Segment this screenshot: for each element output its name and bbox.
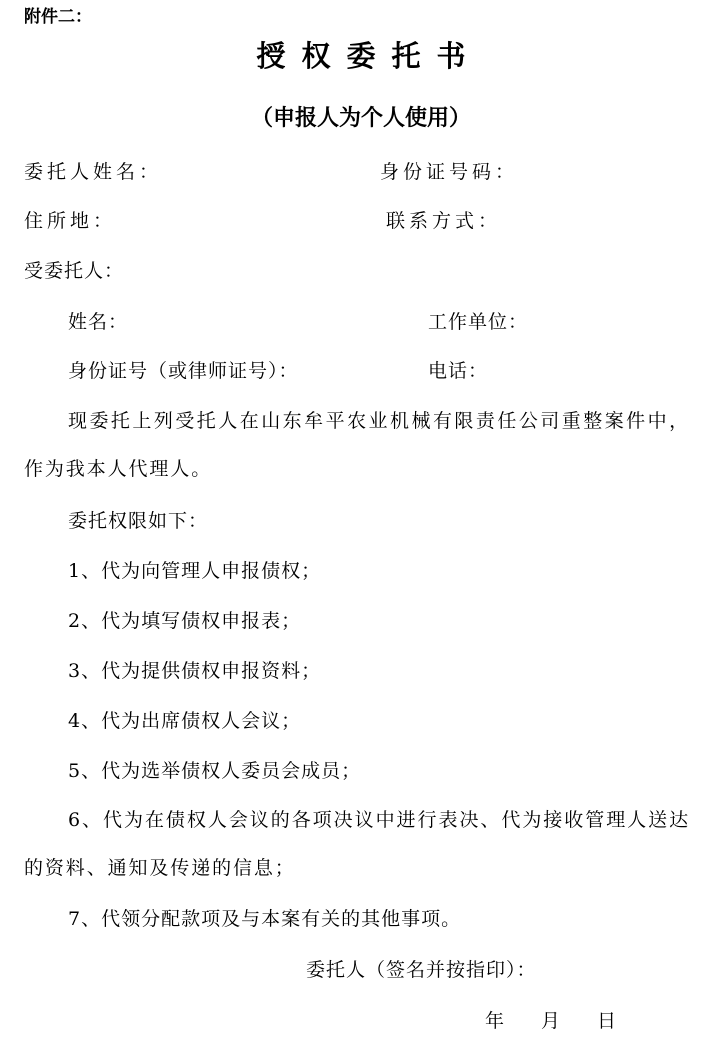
- agent-phone-label: 电话：: [428, 360, 489, 382]
- authority-item: 2、代为填写债权申报表；: [68, 610, 302, 632]
- agent-name-label: 姓名：: [68, 311, 129, 333]
- agent-id-label: 身份证号（或律师证号）：: [68, 360, 299, 382]
- date-month: 月: [541, 1010, 562, 1032]
- date-year: 年: [485, 1010, 506, 1032]
- signature-label: 委托人（签名并按指印）：: [306, 959, 537, 981]
- principal-address-label: 住所地：: [24, 210, 117, 232]
- agent-employer-label: 工作单位：: [428, 311, 529, 333]
- authority-item: 1、代为向管理人申报债权；: [68, 560, 322, 582]
- document-title: 授权委托书: [256, 39, 482, 73]
- authority-item: 6、代为在债权人会议的各项决议中进行表决、代为接收管理人送达的资料、通知及传递的信息；: [24, 809, 690, 879]
- principal-id-label: 身份证号码：: [380, 161, 519, 183]
- date-day: 日: [597, 1010, 618, 1032]
- authority-item: 7、代领分配款项及与本案有关的其他事项。: [68, 908, 462, 930]
- principal-contact-label: 联系方式：: [386, 210, 502, 232]
- attachment-label: 附件二：: [24, 7, 92, 27]
- statement-paragraph: 现委托上列受托人在山东牟平农业机械有限责任公司重整案件中，作为我本人代理人。: [24, 410, 690, 480]
- agent-section-label: 受委托人：: [24, 260, 125, 282]
- authority-heading: 委托权限如下：: [68, 510, 209, 532]
- authority-item: 5、代为选举债权人委员会成员；: [68, 760, 362, 782]
- authority-item: 4、代为出席债权人会议；: [68, 710, 302, 732]
- principal-name-label: 委托人姓名：: [24, 161, 163, 183]
- document-subtitle: （申报人为个人使用）: [250, 105, 471, 131]
- authority-item: 3、代为提供债权申报资料；: [68, 660, 322, 682]
